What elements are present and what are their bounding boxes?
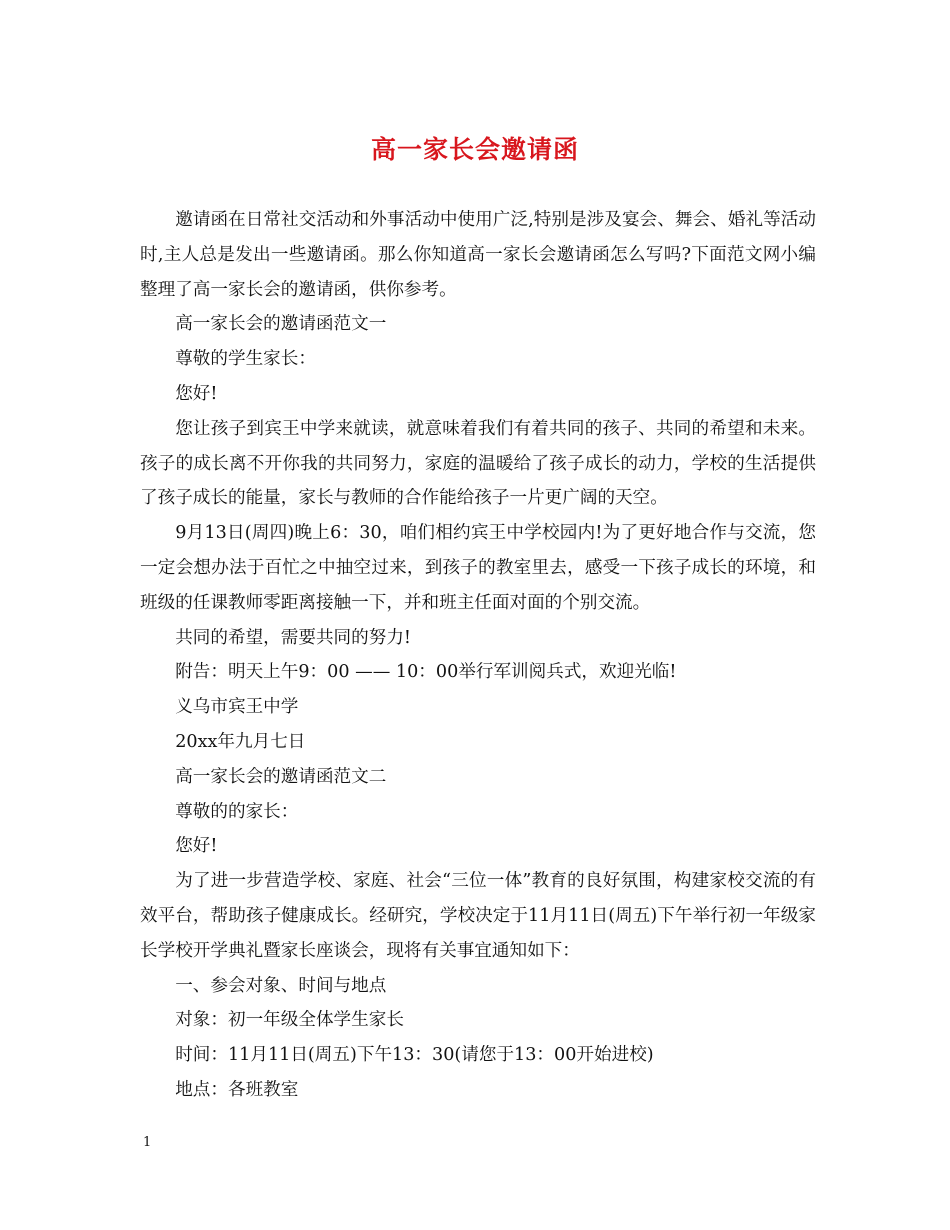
- detail-line: 对象：初一年级全体学生家长: [175, 1010, 404, 1031]
- body-paragraph: 9月13日(周四)晚上6：30，咱们相约宾王中学校园内!为了更好地合作与交流，您一定会想办法于百忙之中抽空过来，到孩子的教室里去，感受一下孩子成长的环境，和班级的任课教师零距离接触一下，并和班主任面对面的个别交流。: [140, 523, 816, 613]
- body-paragraph: 为了进一步营造学校、家庭、社会“三位一体”教育的良好氛围，构建家校交流的有效平台，帮助孩子健康成长。经研究，学校决定于11月11日(周五)下午举行初一年级家长学校开学典礼暨家长座谈会，现将有关事宜通知如下：: [140, 871, 816, 961]
- signature-date: 20xx年九月七日: [175, 731, 306, 752]
- greeting-one: 您好!: [175, 383, 218, 404]
- page-number: 1: [143, 1135, 152, 1150]
- sample-two-heading: 高一家长会的邀请函范文二: [175, 766, 387, 787]
- detail-line: 时间：11月11日(周五)下午13：30(请您于13：00开始进校): [175, 1045, 654, 1066]
- intro-paragraph: 邀请函在日常社交活动和外事活动中使用广泛,特别是涉及宴会、舞会、婚礼等活动时,主人总是发出一些邀请函。那么你知道高一家长会邀请函怎么写吗?下面范文网小编整理了高一家长会的邀请函，供你参考。: [140, 210, 816, 300]
- sample-one-heading: 高一家长会的邀请函范文一: [175, 314, 387, 335]
- notice-paragraph: 附告：明天上午9：00 —— 10：00举行军训阅兵式，欢迎光临!: [175, 662, 677, 683]
- greeting-two: 您好!: [175, 836, 218, 857]
- section-heading: 一、参会对象、时间与地点: [175, 975, 387, 996]
- body-paragraph: 您让孩子到宾王中学来就读，就意味着我们有着共同的孩子、共同的希望和未来。孩子的成长离不开你我的共同努力，家庭的温暖给了孩子成长的动力，学校的生活提供了孩子成长的能量，家长与教师的合作能给孩子一片更广阔的天空。: [140, 418, 816, 509]
- document-title: 高一家长会邀请函: [370, 135, 579, 164]
- signature-school: 义乌市宾王中学: [175, 697, 299, 718]
- document-body: [140, 203, 816, 1108]
- detail-line: 地点：各班教室: [175, 1079, 299, 1100]
- body-paragraph: 共同的希望，需要共同的努力!: [175, 627, 411, 648]
- salutation-two: 尊敬的的家长：: [175, 801, 299, 822]
- salutation-one: 尊敬的学生家长：: [175, 349, 316, 370]
